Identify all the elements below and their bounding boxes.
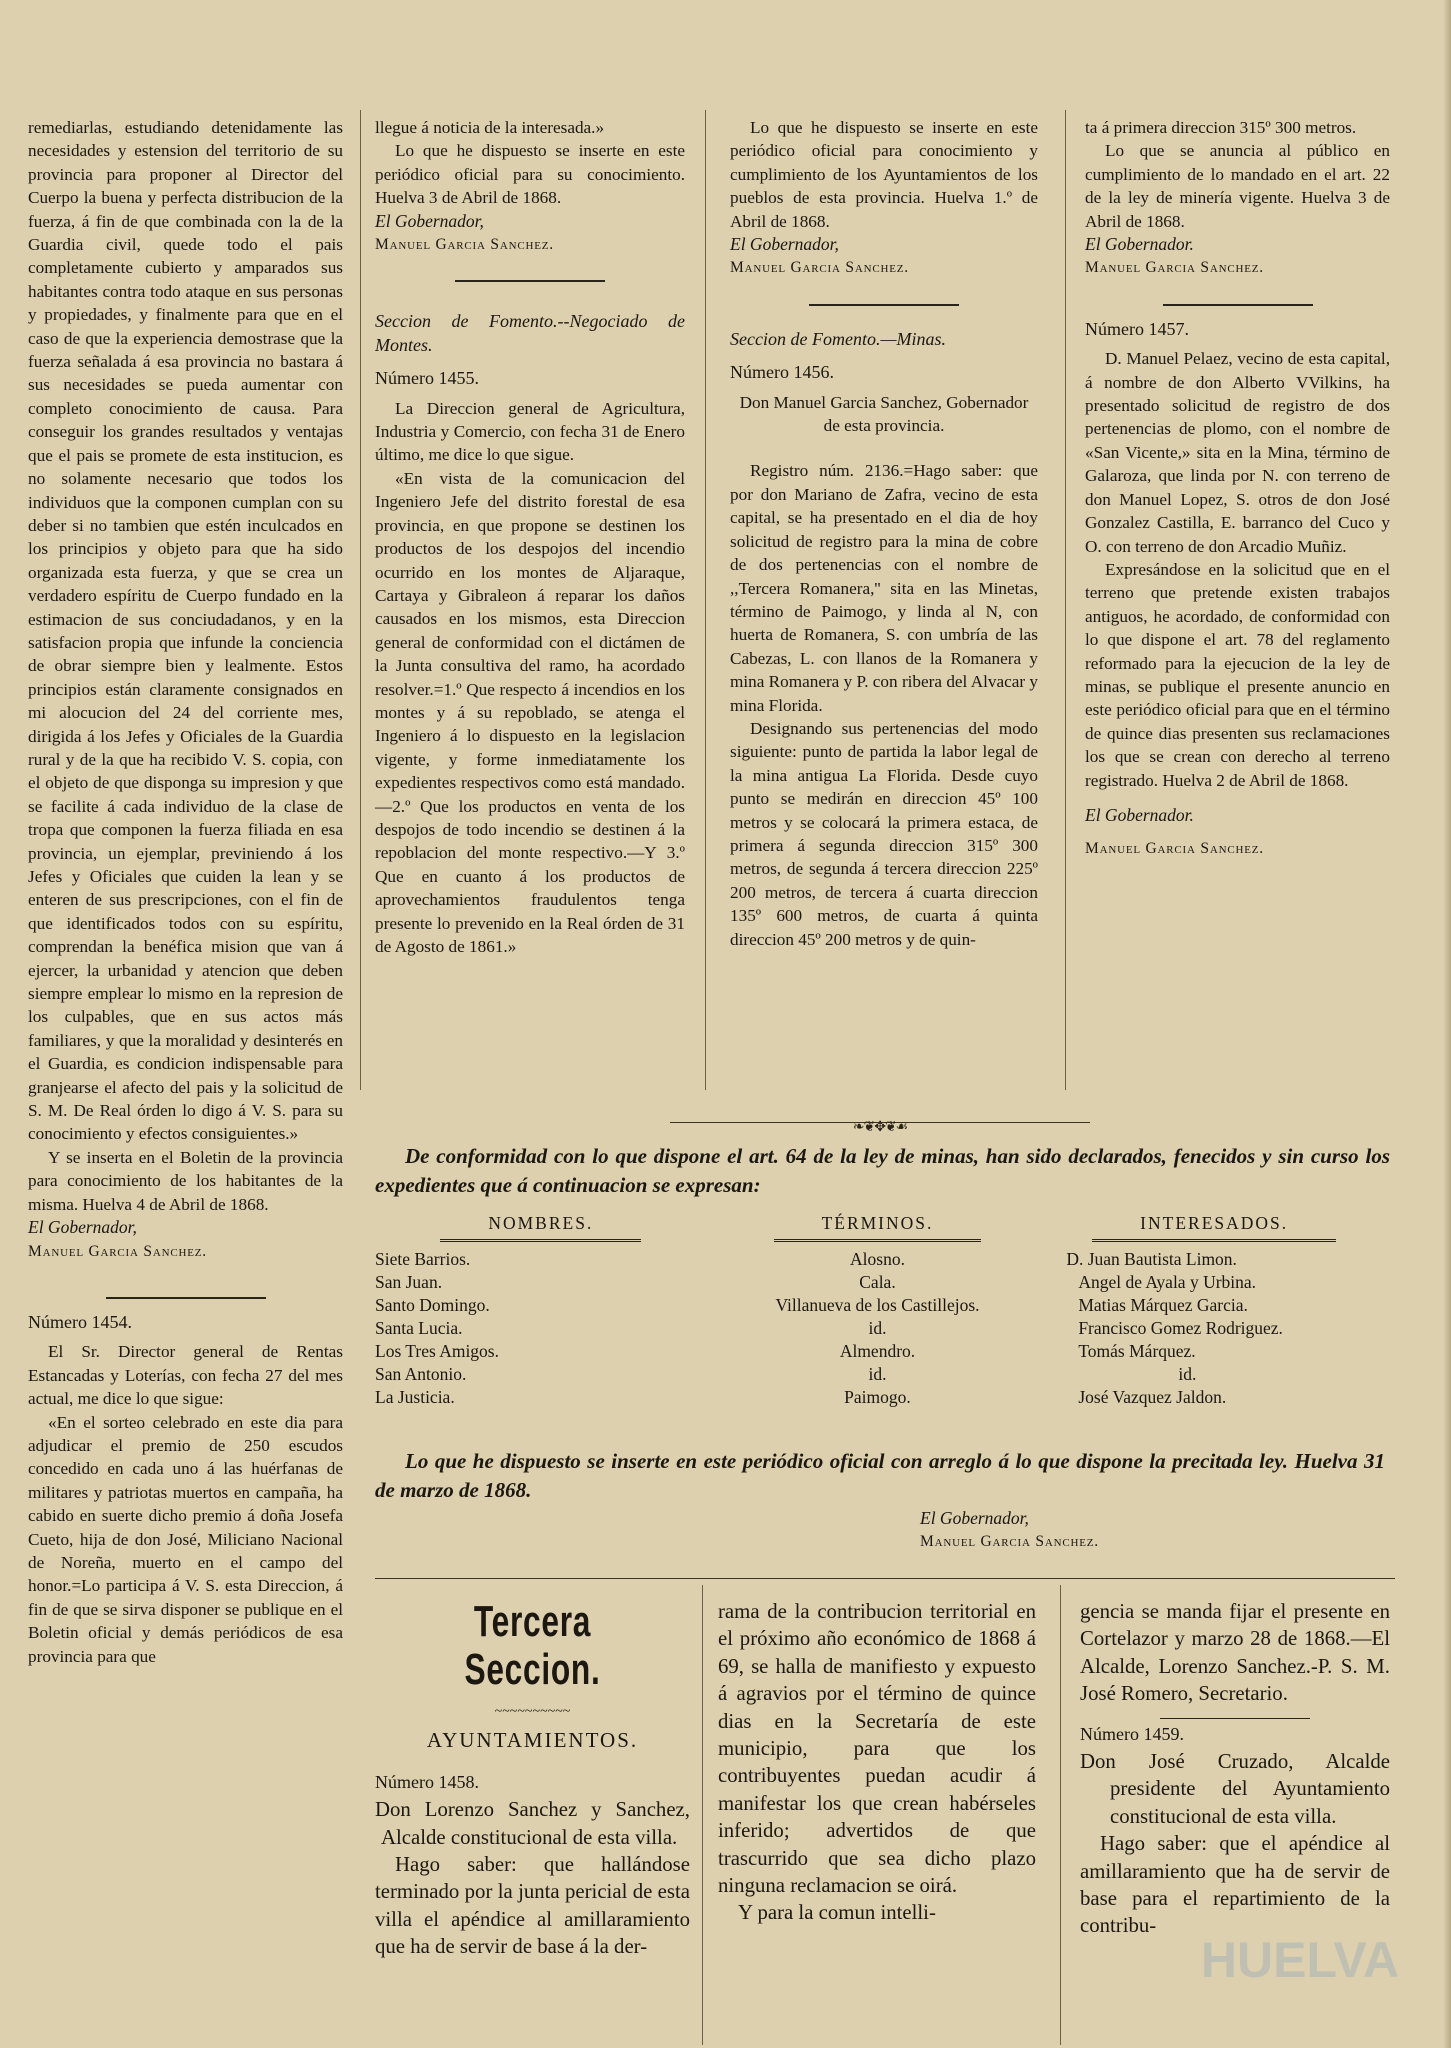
declared-expedients-table — [375, 1212, 1380, 1409]
cell-nombre: San Juan. — [375, 1272, 443, 1292]
paragraph: Don Manuel Garcia Sanchez, Gobernador de esta provincia. — [739, 392, 1029, 436]
signature-title: El Gobernador, — [375, 210, 484, 231]
signature-title: El Gobernador. — [1085, 804, 1194, 825]
divider — [1160, 1718, 1310, 1719]
paragraph: Designando sus pertenencias del modo siguiente: punto de partida la labor legal de la mina antigua La Florida. Desde cuyo punto se medirán en direccion 45º 100 metros y se colocará la primera estaca, de primera á segunda direccion 315º 300 metros, de segunda á tercera direccion 225º 200 metros, de tercera á cuarta direccion 135º 600 metros, de cuarta á quinta direccion 45º 200 metros y de quin- — [730, 718, 1038, 949]
signature-name: Manuel Garcia Sanchez. — [1085, 259, 1264, 277]
declaration-signature — [920, 1507, 1242, 1554]
paragraph: Hago saber: que el apéndice al amillaramiento que ha de servir de base para el repartimiento de la contribu- — [1080, 1832, 1390, 1938]
table-row — [375, 1363, 1380, 1386]
cell-termino: Villanueva de los Castillejos. — [775, 1295, 980, 1315]
section-heading: Seccion de Fomento.—Minas. — [730, 328, 946, 349]
paragraph: Expresándose en la solicitud que en el terreno que pretende existen trabajos antiguos, he acordado, de conformidad con lo que dispone el art. 78 del reglamento reformado para la ejecucion de la ley de minas, se publique el presente anuncio en este periódico oficial para que en el término de quince dias presenten sus reclamaciones los que se crean con derecho al terreno registrado. Huelva 2 de Abril de 1868. — [1085, 559, 1390, 790]
cell-termino: Alosno. — [850, 1249, 905, 1269]
paragraph: Don José Cruzado, Alcalde presidente del Ayuntamiento constitucional de esta villa. — [1080, 1750, 1390, 1828]
divider — [455, 280, 605, 282]
cell-termino: Almendro. — [839, 1341, 916, 1361]
table-row — [375, 1271, 1380, 1294]
cell-termino: id. — [868, 1364, 887, 1384]
cell-interesado: José Vazquez Jaldon. — [1078, 1387, 1227, 1407]
paragraph: D. Manuel Pelaez, vecino de esta capital, á nombre de don Alberto VVilkins, ha presentado solicitud de registro de dos pertenencias de plomo, con el nombre de «San Vicente,» sita en la Mina, término de Galaroza, que linda por N. con terreno de don Manuel Lopez, S. otros de don José Gonzalez Castilla, E. barranco del Cuco y O. con terreno de don Arcadio Muñiz. — [1085, 349, 1390, 556]
cell-interesado: Tomás Márquez. — [1078, 1341, 1196, 1361]
column-divider — [702, 1585, 703, 2045]
cell-nombre: Santo Domingo. — [375, 1295, 490, 1315]
cell-interesado: D. Juan Bautista Limon. — [1066, 1249, 1237, 1269]
paragraph: gencia se manda fijar el presente en Cortelazor y marzo 28 de 1868.—El Alcalde, Lorenzo Sanchez.-P. S. M. José Romero, Secretario. — [1080, 1600, 1390, 1706]
notice-number: Número 1459. — [1080, 1723, 1184, 1744]
divider — [106, 1297, 266, 1299]
table-row — [375, 1294, 1380, 1317]
cell-nombre: Los Tres Amigos. — [375, 1341, 499, 1361]
cell-termino: Cala. — [859, 1272, 896, 1292]
paragraph: rama de la contribucion territorial en el próximo año económico de 1868 á 69, se halla de manifiesto y expuesto á agravios por el término de quince dias en la Secretaría de este municipio, para que los contribuyentes puedan acudir á manifestar los que crean habérseles inferido; advertidos de que trascurrido que sea dicho plazo ninguna reclamacion se oirá. — [718, 1600, 1036, 1898]
signature-name: Manuel Garcia Sanchez. — [730, 259, 909, 277]
paragraph: ta á primera direccion 315º 300 metros. — [1085, 118, 1357, 137]
column-divider — [1060, 1585, 1061, 2045]
table-row — [375, 1386, 1380, 1409]
column-5 — [375, 1598, 690, 1961]
column-divider — [1065, 110, 1066, 1090]
cell-nombre: Santa Lucia. — [375, 1318, 463, 1338]
paragraph: El Sr. Director general de Rentas Estancadas y Loterías, con fecha 27 del mes actual, me dice lo que sigue: — [28, 1342, 343, 1409]
notice-number: Número 1458. — [375, 1771, 479, 1792]
notice-number: Número 1455. — [375, 368, 479, 389]
divider — [809, 304, 959, 306]
cell-interesado: Matias Márquez Garcia. — [1078, 1295, 1248, 1315]
header-interesados: INTERESADOS. — [1048, 1212, 1380, 1248]
cell-interesado: id. — [1178, 1364, 1197, 1384]
cell-termino: id. — [868, 1318, 887, 1338]
header-terminos: TÉRMINOS. — [707, 1212, 1049, 1248]
cell-termino: Paimogo. — [844, 1387, 911, 1407]
column-4 — [1085, 116, 1390, 861]
signature-name: Manuel Garcia Sanchez. — [920, 1533, 1099, 1551]
signature-name: Manuel Garcia Sanchez. — [375, 236, 554, 254]
paragraph: Y para la comun intelli- — [738, 1901, 936, 1925]
signature-name: Manuel Garcia Sanchez. — [1085, 840, 1264, 858]
signature-title: El Gobernador, — [28, 1217, 137, 1238]
paragraph: Lo que he dispuesto se inserte en este periódico oficial para conocimiento y cumplimiento de los Ayuntamientos de los pueblos de esta provincia. Huelva 1.º de Abril de 1868. — [730, 118, 1038, 231]
column-1 — [28, 116, 343, 1668]
column-3 — [730, 116, 1038, 951]
section-heading: Seccion de Fomento.--Negociado de Montes. — [375, 311, 685, 355]
notice-number: Número 1456. — [730, 362, 834, 383]
signature-title: El Gobernador, — [730, 234, 839, 255]
paragraph: Registro núm. 2136.=Hago saber: que por don Mariano de Zafra, vecino de esta capital, se ha presentado en el dia de hoy solicitud de registro para la mina de cobre de dos pertenencias con el nombre de ,,Tercera Romanera,'' sita en las Minetas, término de Paimogo, y linda al N, con huerta de Romanera, S. con umbría de las Cabezas, L. con llanos de la Romanera y mina Romanera y P. con ribera del Alvacar y mina Florida. — [730, 461, 1038, 715]
cell-interesado: Francisco Gomez Rodriguez. — [1078, 1318, 1283, 1338]
ornament: ❧❦✥❦☙ — [852, 1120, 908, 1135]
column-6 — [718, 1598, 1036, 1927]
paragraph: Hago saber: que hallándose terminado por la junta pericial de esta villa el apéndice al amillaramiento que ha de servir de base á la der- — [375, 1853, 690, 1959]
notice-number: Número 1457. — [1085, 318, 1189, 339]
signature-name: Manuel Garcia Sanchez. — [28, 1242, 207, 1260]
declaration-outro: Lo que he dispuesto se inserte en este periódico oficial con arreglo á lo que dispone la precitada ley. Huelva 31 de marzo de 1868. — [375, 1449, 1385, 1502]
table-header-row — [375, 1212, 1380, 1248]
paragraph: remediarlas, estudiando detenidamente las necesidades y estension del territorio de su provincia para proponer al Director del Cuerpo la buena y perfecta distribucion de la fuerza, á fin de que combinada con la de la Guardia civil, quede todo el pais completamente cubierto y amparados sus habitantes contra todo ataque en sus personas y propiedades, y finalmente para que en el caso de que la experiencia demostrase que la fuerza señalada á esa provincia no bastara á sus necesidades se pueda aumentar con completo conocimiento de causa. Para conseguir los grandes resultados y ventajas que el pais se promete de esta institucion, es no solamente necesario que todos los individuos que la componen cumplan con su deber si no tambien que estén inculcados en los principios y objeto para que ha sido organizada esta fuerza, y que se crea un verdadero espíritu de Cuerpo fundado en la estimacion de sus conciudadanos, y en la satisfacion propia que infunde la conciencia de obrar siempre bien y lealmente. Estos principios están claramente consignados en mi alocucion del 24 del corriente mes, dirigida á los Jefes y Oficiales de la Guardia rural y de la que ha recibido V. S. copia, con el objeto de que disponga su impresion y que se facilite á cada individuo de la clase de tropa que componen la fuerza filiada en esa provincia, un ejemplar, previniendo á los Jefes y Oficiales que cuiden la lean y se enteren de sus prescripciones, con el fin de que identificados todos con su espíritu, comprendan la benéfica mision que van á ejercer, la urbanidad y atencion que deben siempre emplear lo mismo en la represion de los culpables, que en sus actos más familiares, y que la moralidad y desinterés en el Guardia, es condicion indispensable para granjearse el afecto del pais y la solicitud de S. M. De Real órden lo digo á V. S. para su conocimiento y efectos consiguientes.» — [28, 118, 343, 1144]
paragraph: Don Lorenzo Sanchez y Sanchez, Alcalde constitucional de esta villa. — [375, 1798, 690, 1849]
column-divider — [360, 110, 361, 1090]
page-edge-shadow — [1443, 0, 1451, 2048]
paragraph: «En el sorteo celebrado en este dia para adjudicar el premio de 250 escudos concedido en cada uno á las huérfanas de militares y patriotas muertos en campaña, ha cabido en suerte dicho premio á doña Josefa Cueto, hija de don José, Miliciano Nacional de Noreña, muerto en el campo del honor.=Lo participa á V. S. esta Direccion, á fin de que se sirva disponer se publique en el Boletin oficial y demás periódicos de esa provincia para que — [28, 1412, 343, 1666]
paragraph: «En vista de la comunicacion del Ingeniero Jefe del distrito forestal de esa provincia, en que propone se destinen los productos de los despojos del incendio ocurrido en los montes de Aljaraque, Cartaya y Gibraleon á reparar los daños causados en los mismos, esta Direccion general de conformidad con el dictámen de la Junta consultiva del ramo, ha acordado resolver.=1.º Que respecto á incendios en los montes y á su repoblado, se atenga el Ingeniero á lo dispuesto en la legislacion vigente, y forme inmediatamente los expedientes respectivos como está mandado.—2.º Que los productos en venta de los despojos de todo incendio se destinen á la repoblacion del monte respectivo.—Y 3.º Que en cuanto á los productos de aprovechamientos fraudulentos tenga presente lo prevenido en la Real órden de 31 de Agosto de 1861.» — [375, 468, 685, 956]
column-2 — [375, 116, 685, 958]
cell-nombre: Siete Barrios. — [375, 1249, 471, 1269]
signature-title: El Gobernador, — [920, 1508, 1029, 1528]
paragraph: Lo que se anuncia al público en cumplimiento de lo mandado en el art. 22 de la ley de minería vigente. Huelva 3 de Abril de 1868. — [1085, 141, 1390, 231]
paragraph: La Direccion general de Agricultura, Industria y Comercio, con fecha 31 de Enero último, me dice lo que sigue. — [375, 398, 685, 465]
table-row — [375, 1248, 1380, 1271]
subsection-heading: AYUNTAMIENTOS. — [426, 1728, 639, 1753]
paragraph: Y se inserta en el Boletin de la provincia para conocimiento de los habitantes de la misma. Huelva 4 de Abril de 1868. — [28, 1147, 343, 1214]
signature-title: El Gobernador. — [1085, 234, 1194, 255]
archive-watermark: HUELVA — [1200, 1932, 1400, 1988]
cell-nombre: San Antonio. — [375, 1364, 467, 1384]
divider — [1163, 304, 1313, 306]
paragraph: llegue á noticia de la interesada.» — [375, 118, 605, 137]
cell-nombre: La Justicia. — [375, 1387, 455, 1407]
ornament: ~~~~~~~~~~ — [494, 1704, 571, 1719]
paragraph: Lo que he dispuesto se inserte en este periódico oficial para su conocimiento. Huelva 3 de Abril de 1868. — [375, 141, 685, 208]
section-title: Tercera Seccion. — [464, 1597, 601, 1694]
notice-number: Número 1454. — [28, 1311, 132, 1332]
table-row — [375, 1317, 1380, 1340]
table-row — [375, 1340, 1380, 1363]
section-divider — [375, 1578, 1395, 1579]
column-divider — [705, 110, 706, 1090]
declaration-intro: De conformidad con lo que dispone el art. 64 de la ley de minas, han sido declarados, fenecidos y sin curso los expedientes que á continuacion se expresan: — [375, 1144, 1390, 1197]
header-nombres: NOMBRES. — [375, 1212, 707, 1248]
cell-interesado: Angel de Ayala y Urbina. — [1078, 1272, 1257, 1292]
